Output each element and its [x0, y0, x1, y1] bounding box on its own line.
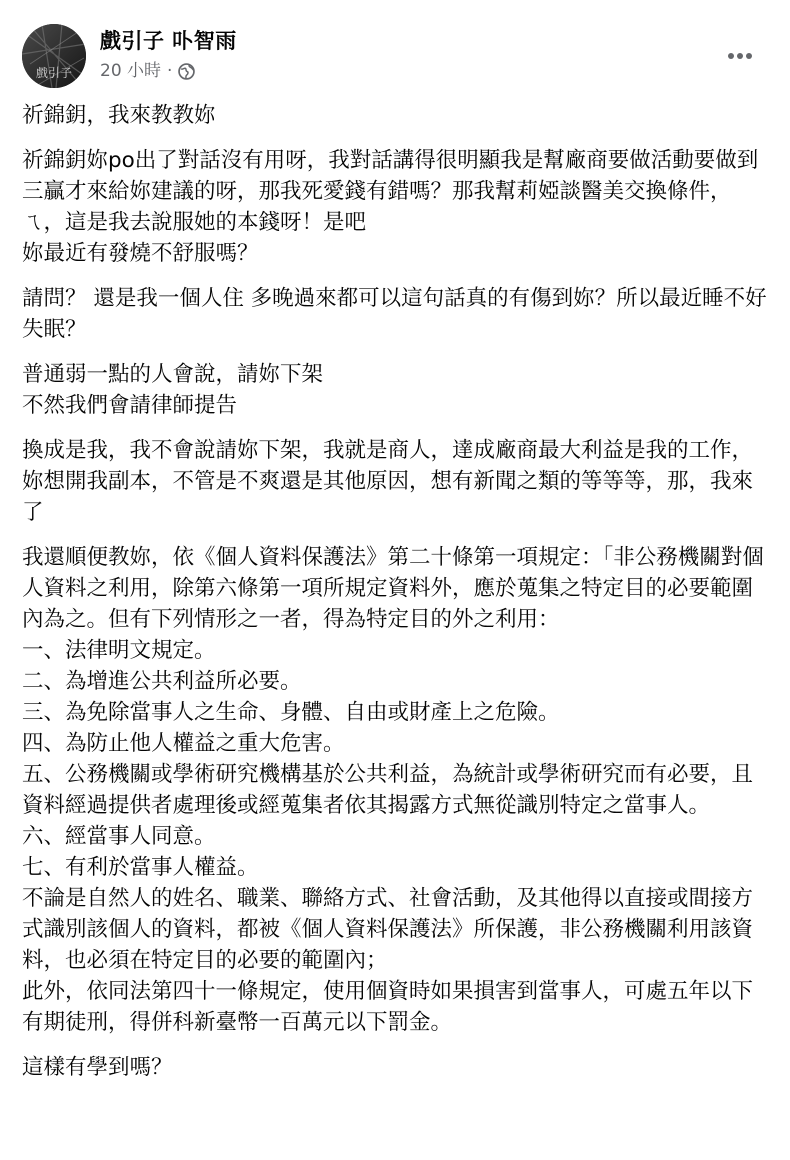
post-body	[22, 100, 774, 1097]
post-text-line: 我還順便教妳，依《個人資料保護法》第二十條第一項規定：「非公務機關對個人資料之利用，除第六條第一項所規定資料外，應於蒐集之特定目的必要範圍內為之。但有下列情形之一者，得為特定目的外之利用：	[22, 545, 764, 632]
post-text-line: 這樣有學到嗎？	[22, 1055, 173, 1080]
post-text-line: 普通弱一點的人會說，請妳下架	[22, 362, 324, 387]
post-text-line: 請問？ 還是我一個人住 多晚過來都可以這句話真的有傷到妳？所以最近睡不好失眠？	[22, 286, 767, 342]
post-text-line: 換成是我，我不會說請妳下架，我就是商人，達成廠商最大利益是我的工作，妳想開我副本，不管是不爽還是其他原因，想有新聞之類的等等等，那，我來了	[22, 438, 754, 525]
author-block	[100, 26, 237, 83]
more-dots-icon	[727, 52, 753, 60]
post-paragraph	[22, 145, 774, 269]
avatar[interactable]	[22, 24, 86, 88]
post-paragraph	[22, 100, 774, 131]
post-text-line: 一、法律明文規定。	[22, 638, 216, 663]
post-paragraph	[22, 1052, 774, 1083]
post-text-line: 四、為防止他人權益之重大危害。	[22, 731, 345, 756]
post-header	[22, 24, 770, 88]
post-text-line: 五、公務機關或學術研究機構基於公共利益，為統計或學術研究而有必要，且資料經過提供者處理後或經蒐集者依其揭露方式無從識別特定之當事人。	[22, 762, 754, 818]
globe-icon[interactable]	[178, 63, 195, 80]
post-paragraph	[22, 359, 774, 421]
post-paragraph	[22, 283, 774, 345]
post-text-line: 不論是自然人的姓名、職業、聯絡方式、社會活動，及其他得以直接或間接方式識別該個人的資料，都被《個人資料保護法》所保護，非公務機關利用該資料，也必須在特定目的必要的範圍內；	[22, 886, 754, 973]
post-text-line: 三、為免除當事人之生命、身體、自由或財產上之危險。	[22, 700, 560, 725]
post-text-line: 七、有利於當事人權益。	[22, 855, 259, 880]
avatar-logo-text: 戲引子	[35, 66, 73, 80]
meta-separator: ·	[167, 61, 173, 81]
avatar-image	[22, 24, 86, 88]
more-options-button[interactable]	[720, 36, 760, 76]
post-text-line: 祈錦鈅，我來教教妳	[22, 103, 216, 128]
timestamp[interactable]: 20 小時	[100, 61, 162, 81]
post-text-line: 此外，依同法第四十一條規定，使用個資時如果損害到當事人，可處五年以下有期徒刑，得併科新臺幣一百萬元以下罰金。	[22, 979, 754, 1035]
post-text-line: 二、為增進公共利益所必要。	[22, 669, 302, 694]
post-paragraph	[22, 435, 774, 528]
author-name[interactable]: 戲引子 卟智雨	[100, 29, 237, 53]
post-text-line: 六、經當事人同意。	[22, 824, 216, 849]
post-paragraph	[22, 542, 774, 1038]
post-meta	[100, 59, 237, 83]
post-text-line: 祈錦鈅妳po出了對話沒有用呀，我對話講得很明顯我是幫廠商要做活動要做到三贏才來給妳建議的呀，那我死愛錢有錯嗎？那我幫莉婭談醫美交換條件，ㄟ，這是我去說服她的本錢呀！是吧	[22, 148, 759, 235]
post-text-line: 不然我們會請律師提告	[22, 393, 238, 418]
post-text-line: 妳最近有發燒不舒服嗎？	[22, 241, 259, 266]
